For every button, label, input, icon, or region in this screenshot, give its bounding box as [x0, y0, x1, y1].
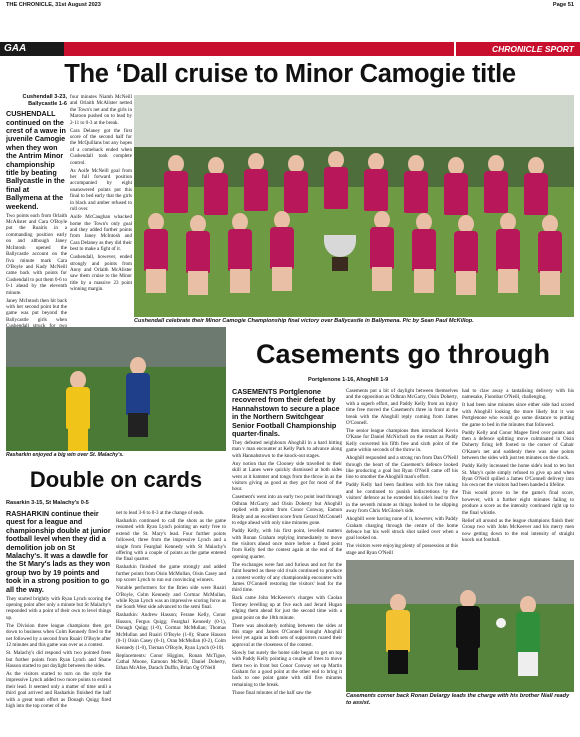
- casements-paragraph: Ahoghill responded and a strong run from Dan O'Neill through the heart of the Casement's defence looked like producing a goal but Ryan O'Neill came off his line to smother the Ahoghill man's effort.: [346, 455, 458, 481]
- section-label-gaa: GAA: [0, 42, 64, 56]
- camogie-lead: CUSHENDALL continued on the crest of a wave in juvenile Camogie when they won the Antrim Minor championship title by beating Ballycastle in the final at Ballymena at the weekend.: [6, 109, 66, 211]
- casements-paragraph: Those final minutes of the half saw the: [232, 689, 312, 696]
- cards-paragraph: Replacements: Conor Higgins, Ronan McTigue, Cathal Moone, Eamonn McNeill, Daniel Doherty, Ethan McAfee, Darach Duffin, Brian Og O'Neill: [116, 652, 226, 672]
- casements-lead: CASEMENTS Portglenone recovered from their defeat by Hannahstown to secure a place in the Northern Switchgear Senior Football Championship quarter-finals.: [232, 388, 340, 439]
- masthead-publication: THE CHRONICLE, 31st August 2023: [6, 2, 101, 8]
- camogie-column-2: [70, 94, 132, 358]
- casements-paragraph: Paddy Kelly, with his first point, levelled matters with Ronan Graham replying immediately to move the visitors ahead once more before a fisted point from Kelly tied the contest again at the end of the opening quarter.: [232, 528, 342, 560]
- casements-paragraph: They defeated neighbours Ahoghill in a hard hitting man v man encounter at Kelly Park to advance along with Hannahstown to the knock-out stages.: [232, 440, 342, 459]
- casements-paragraph: This would prove to be the game's final score, however, with a further eight minutes failing to produce a score as the intensity continued right up to the final whistle.: [462, 490, 574, 516]
- cards-paragraph: net to lead 3-6 to 0-3 at the change of ends.: [116, 510, 205, 516]
- camogie-paragraph: Janey McIntosh then hit back with her second point but the game was put beyond the Ballycastle girls when: [6, 297, 67, 323]
- football-icon: [496, 618, 506, 628]
- camogie-paragraph: Cara Delaney got the first score of the second half for the McQuillans but any hopes of a comeback ended when Cushendall took complete control.: [70, 127, 132, 166]
- casements-paragraph: The exchanges were fast and furious and not for the faint hearted as these old rivals continued to produce a contest worthy of any championship encounter with James O'Connell restoring the visitors' lead for the third time.: [232, 561, 342, 594]
- camogie-paragraph: four minutes Niamh McNeill and Orlaith McAlister netted the Town's net and the girls in Maroon pushed on to lead by 2-11 to 0-3 at the break.: [70, 94, 132, 126]
- section-label-chronicle-sport: [456, 42, 580, 56]
- casements-paragraph: Paddy Kelly increased the home side's lead to ten but St. Mary's quite simply refused to give up and when Ryan O'Neill spilled a James O'Connell delivery into his own net the visitors had been handed a lifeline.: [462, 463, 574, 489]
- cards-paragraph: Rasharkin continued to call the shots as the game resumed with Ryan Lynch pointing an early free to extend the St. Mary's lead. Four further points followed, three from the impressive Lynch and a single from Fearghal Kennedy with St Malachy's offering with a couple of points as the game entered the final quarter.: [116, 518, 226, 563]
- casements-paragraph: Ahoghill were having none of it, however, with Paddy Graham charging through the centre of the home defence but his well struck shot sailed over when a goal looked on.: [346, 516, 458, 542]
- camogie-headline: The ‘Dall cruise to Minor Camogie title: [64, 60, 516, 88]
- casements-photo-caption: Casements corner back Ronan Delargy leads the charge with his brother Niall ready to assist.: [346, 693, 570, 706]
- camogie-photo-caption: Cushendall celebrate their Minor Camogie Championship final victory over Ballycastle in Ballymena. Pic by Sean Paul McKillop.: [134, 318, 474, 324]
- casements-paragraph: Paddy Kelly and Conor Magee fired over points and then a defence splitting move culminated in Oisin Doherty firing left footed to the corner of Cahair O'Kane's net and suddenly there was nine points between the sides with just ten minutes on the clock.: [462, 429, 574, 462]
- casements-score: Portglenone 1-16, Ahoghill 1-9: [308, 377, 389, 383]
- casements-paragraph: Back came John McKeever's charges with Caolan Tierney levelling up at five each and Jerard Hugan edging them ahead for just the second time with a great point on the 18th minute.: [232, 595, 342, 621]
- casements-paragraph: There was absolutely nothing between the sides at this stage and James O'Connell brought Ahoghill level yet again as both sets of supporters roared their approval at the closeness of the contest.: [232, 622, 342, 648]
- casements-paragraph: had to claw away a tantalising delivery with his namesake, Fionnbar O'Neill, challenging.: [462, 388, 574, 401]
- cards-headline: Double on cards: [29, 467, 203, 492]
- camogie-paragraph: Cushendall, however, ended strongly and points from Anny and Orlaith McAlister saw them cruise to the Minor title by a massive 23 point winning margin.: [70, 254, 132, 293]
- rasharkin-photo-caption: Rasharkin enjoyed a big win over St. Malachy's.: [6, 452, 124, 458]
- casements-paragraph: The visitors were enjoying plenty of possession at this stage and Ryan O'Neill: [346, 543, 458, 556]
- casements-headline: Casements go through: [255, 339, 551, 369]
- camogie-paragraph: Two points each from Orlaith McAlister and Cara O'Boyle put the Ruairis in a commanding position early on and although Janey McIntosh opened the Ballycastle account on the fiva minute mark Cara O'Boyle and Kady McNeill came back with points for Cushendall to put them 0-6 to 0-1 ahead by the eleventh minute.: [6, 212, 67, 296]
- camogie-score: Cushendall 3-23, Ballycastle 1-6: [22, 94, 67, 107]
- trophy-icon: [320, 235, 360, 273]
- cards-paragraph: The Division three league champions then got down to business when Colm Kennedy fired to the net followed by a second from Ruairi O'Boyle after 12 minutes and this game was over as a contest.: [6, 622, 111, 649]
- camogie-column-1: [6, 94, 67, 356]
- casements-paragraph: Relief all around as the league champions finish their Group two with John McKeever and his merry men now getting down to the real intensity of straight knock out football.: [462, 517, 574, 543]
- casements-paragraph: Casements put a bit of daylight between themselves and the opposition as Odhran McGarry, Oisin Doherty, with a superb effort, and Paddy Kelly from an injury time free moved the Casement's three in front at the break with the Ahoghill reply coming from James O'Connell.: [346, 388, 458, 427]
- section-bar: [0, 42, 580, 56]
- casements-action-photo: [346, 560, 574, 692]
- casements-paragraph: Casement's went into an early two point lead through Odhran McGarry and Oisin Doherty but Ahoghill replied with points from Conor Conway, Eamon Brady and an excellent score from Gerard McConnell to edge ahead with only nine minutes gone.: [232, 494, 342, 527]
- section-label-sport: SPORT: [544, 44, 574, 54]
- camogie-paragraph: Aoife McCaughan whacked home the Town's only goal and they added further points from Janey McIntosh and Cara Delaney as they did their best to make a fight of it.: [70, 214, 132, 253]
- masthead-page-number: Page 51: [552, 2, 574, 8]
- camogie-team-photo: [134, 95, 574, 317]
- cards-column-2: [116, 510, 226, 732]
- casements-paragraph: Paddy Kelly had been faultless with his free taking and he continued to punish indiscretions by the visitors' defence as he extended his side's lead to five in the seventh minute as things looked to be slipping away from Chris McGlone's side.: [346, 482, 458, 515]
- casements-paragraph: Any notion that the Clooney side travelled to their skill at Lanes were quickly dismissed at both sides went at it hammer and tongs from the throw in as the visitors giving as good as they got for most of the hour.: [232, 460, 342, 493]
- casements-paragraph: Slowly but surely the home side began to get on top with Paddy Kelly pointing a couple of frees to move them two in front but Conor Conway set up Martin Graham for a good point at the other end to bring it back to one point game with still five minutes remaining to the break.: [232, 649, 342, 688]
- section-bar-red: [0, 42, 454, 56]
- camogie-paragraph: As Aoife McNeill goal from her full forward position accompanied by eight unanswered points put this final to bed early that the girls in black and amber refused to roll over.: [70, 167, 132, 213]
- casements-paragraph: It had been nine minutes since either side had scored with Ahoghill looking the more likely but it was Portglenone who would go some distance to putting the game to bed in the minutes that followed.: [462, 402, 574, 428]
- rasharkin-action-photo: [6, 327, 226, 451]
- cards-paragraph: Notable performers for the Brien side were Ruairi O'Boyle, Colm Kennedy and Cormac McMullan, while Ryan Lynch was an impressive scoring force as the South West side advanced to the semi final.: [116, 585, 226, 611]
- cards-paragraph: St. Malachy's did respond with two pointed frees but further points from Ryan Lynch and Shane Hasson started to put daylight between the sides.: [6, 650, 111, 669]
- cards-paragraph: They started brightly with Ryan Lynch scoring the opening point after only a minute but St Malachy's responded with a point of their own to level things up.: [6, 595, 111, 621]
- cards-paragraph: Rasharkin finished the game strongly and added further points from Oisin McMullan, Oisin Casey and top scorer Lynch to run out convincing winners.: [116, 564, 226, 584]
- casements-paragraph: The senior league champions then introduced Kevin O'Kane for Daniel McNicholl on the restart as Paddy Kelly converted his fifth free and sixth point of the game within seconds of the throw in.: [346, 428, 458, 454]
- casements-column-1: [232, 388, 342, 732]
- cards-column-1: [6, 510, 111, 732]
- section-label-chronicle: CHRONICLE: [491, 44, 543, 54]
- page-masthead: [0, 0, 580, 10]
- cards-lead: RASHARKIN continue their quest for a league and championship double at junior football level when they did a demolition job on St Malachy's. It was a dawdle for the St Mary's lads as they won group two by 19 points and took in a strong position to go all the way.: [6, 510, 111, 594]
- cards-paragraph: As the visitors started to turn on the style the impressive Lynch added two more points to extend their lead. It seemed only a matter of time until a third goal arrived and Rasharkin finished the half with a great team effort as Donagh Quigg fired high into the top corner of the: [6, 670, 111, 709]
- cards-paragraph: Rasharkin: Andrew Hasson; Ferane Kelly, Conor Hasson, Fergus Quigg; Fearghal Kennedy (0-1), Donagh Quigg (1-0), Cormac McMullan; Thomas McMullan and Ruairi O'Boyle (1-0); Shane Hasson (0-1) Oisin Casey (0-1), Oran McMullan (0-2), Colm Kennedy (1-0), Tiernan O'Boyle, Ryan Lynch (0-10).: [116, 612, 226, 651]
- cards-score: Rasarkin 3-15, St Malachy's 0-5: [6, 500, 89, 506]
